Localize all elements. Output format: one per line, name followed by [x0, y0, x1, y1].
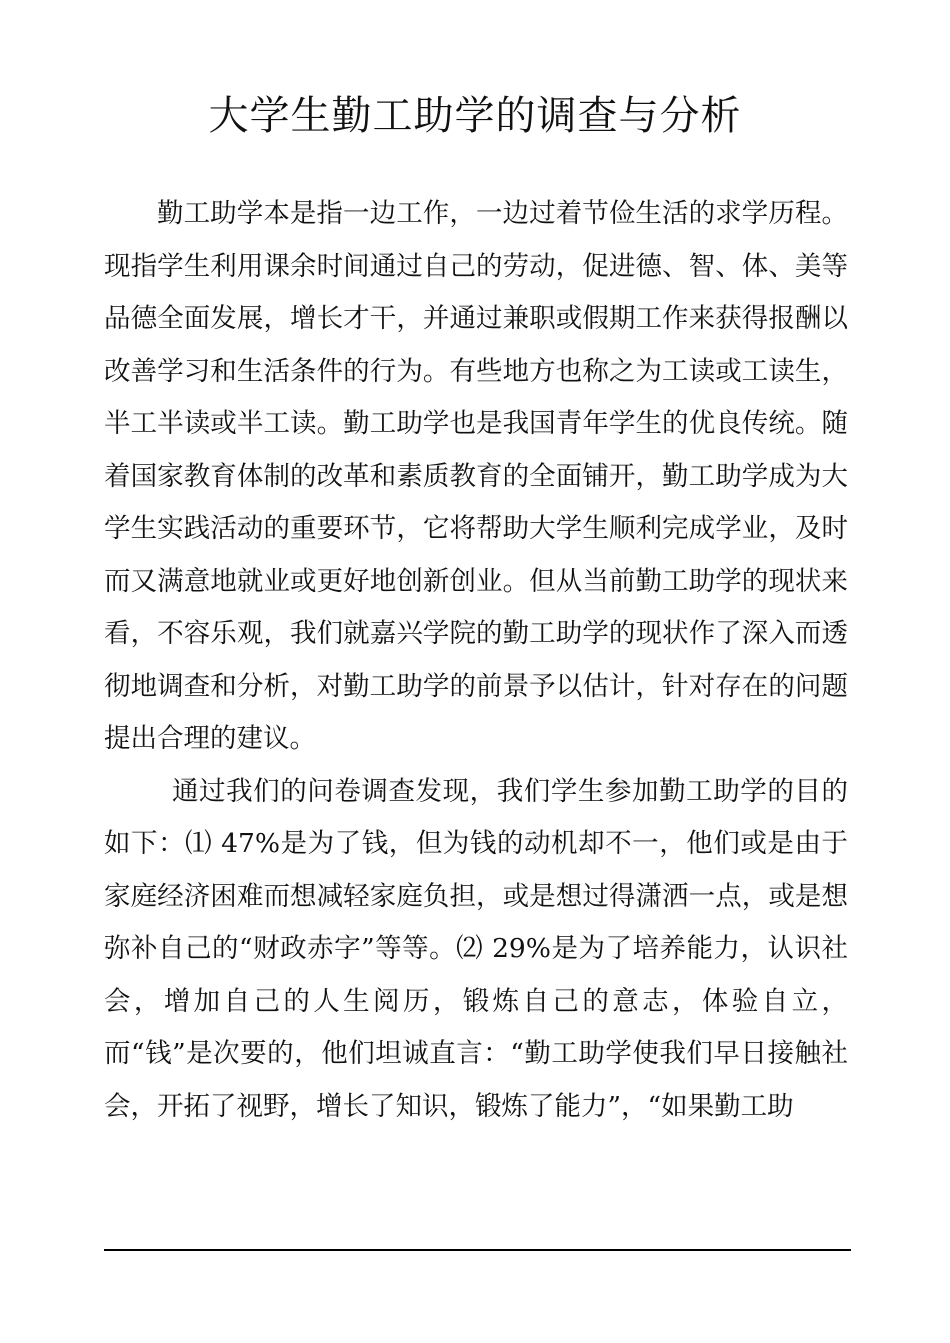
footer-divider: [104, 1249, 851, 1251]
document-title: 大学生勤工助学的调查与分析: [208, 93, 742, 139]
paragraph-intro: 勤工助学本是指一边工作，一边过着节俭生活的求学历程。现指学生利用课余时间通过自己的劳动，促进德、智、体、美等品德全面发展，增长才干，并通过兼职或假期工作来获得报酬以改善学习和生活条件的行为。有些地方也称之为工读或工读生，半工半读或半工读。勤工助学也是我国青年学生的优良传统。随着国家教育体制的改革和素质教育的全面铺开，勤工助学成为大学生实践活动的重要环节，它将帮助大学生顺利完成学业，及时而又满意地就业或更好地创新创业。但从当前勤工助学的现状来看，不容乐观，我们就嘉兴学院的勤工助学的现状作了深入而透彻地调查和分析，对勤工助学的前景予以估计，针对存在的问题提出合理的建议。: [104, 198, 848, 754]
paragraph-survey-results: 通过我们的问卷调查发现，我们学生参加勤工助学的目的如下：⑴ 47%是为了钱，但为钱的动机却不一，他们或是由于家庭经济困难而想减轻家庭负担，或是想过得潇洒一点，或是想弥补自己的“财政赤字”等等。⑵ 29%是为了培养能力，认识社会，增加自己的人生阅历，锻炼自己的意志，体验自立，而“钱”是次要的，他们坦诚直言：“勤工助学使我们早日接触社会，开拓了视野，增长了知识，锻炼了能力”，“如果勤工助: [104, 775, 848, 1122]
document-body: [104, 188, 848, 1133]
